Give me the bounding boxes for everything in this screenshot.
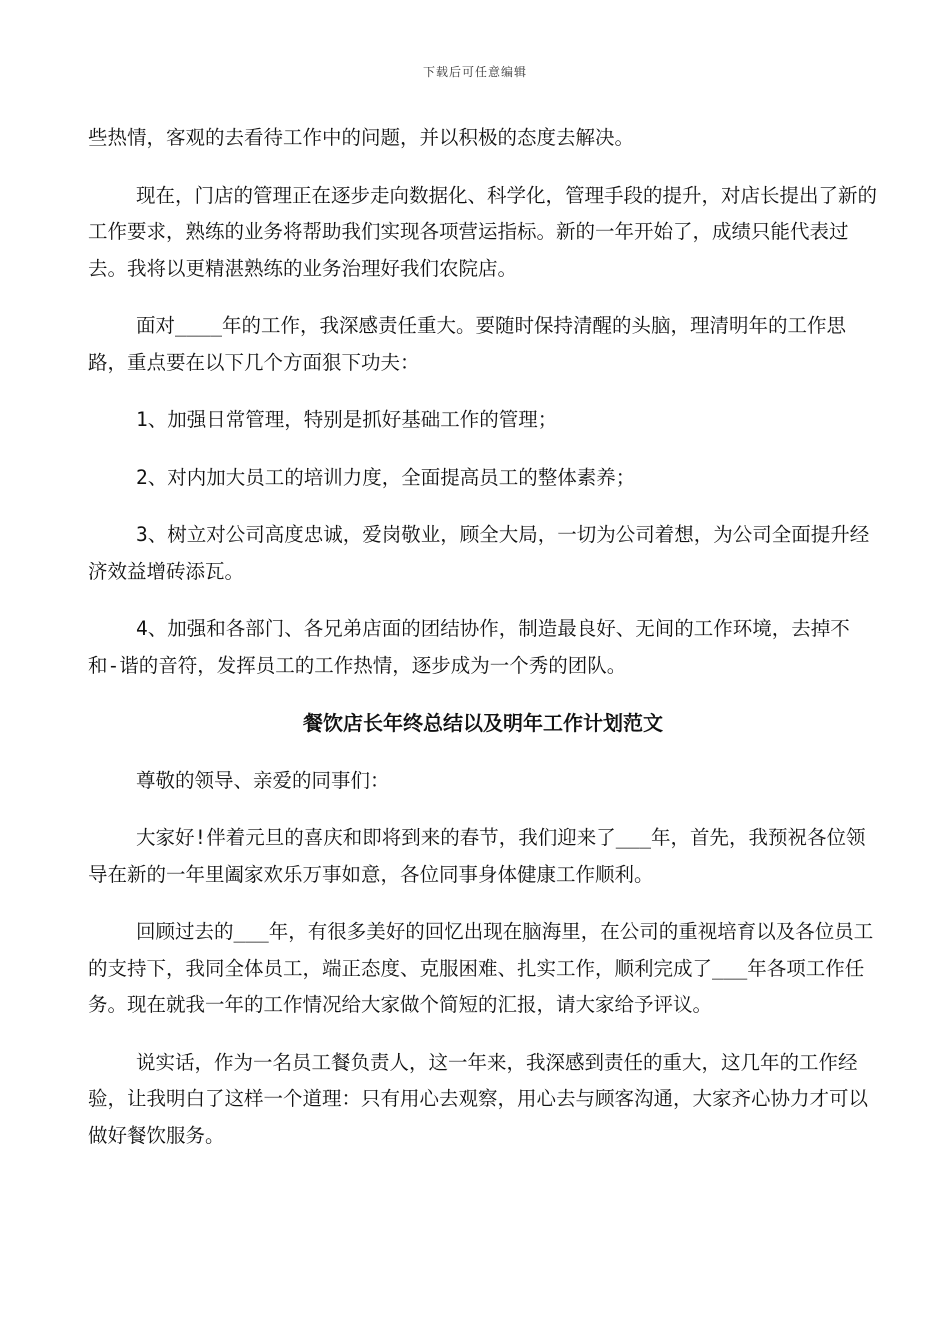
- salutation: 尊敬的领导、亲爱的同事们：: [136, 768, 390, 792]
- paragraph-review: 回顾过去的___年，有很多美好的回忆出现在脑海里，在公司的重视培育以及各位员工的支持下，我同全体员工，端正态度、克服困难、扎实工作，顺利完成了___年各项工作任务。现在就我一年的工作情况给大家做个简短的汇报，请大家给予评议。: [88, 920, 874, 1016]
- section-title: 餐饮店长年终总结以及明年工作计划范文: [303, 711, 663, 735]
- paragraph-greeting: 大家好!伴着元旦的喜庆和即将到来的春节，我们迎来了___年，首先，我预祝各位领导在新的一年里阖家欢乐万事如意，各位同事身体健康工作顺利。: [88, 826, 866, 886]
- paragraph-1: 些热情，客观的去看待工作中的问题，并以积极的态度去解决。: [88, 126, 635, 149]
- page-header: 下载后可任意编辑: [422, 65, 527, 79]
- paragraph-3: 面对____年的工作，我深感责任重大。要随时保持清醒的头脑，理清明年的工作思路，重点要在以下几个方面狠下功夫：: [88, 314, 846, 374]
- paragraph-reflection: 说实话，作为一名员工餐负责人，这一年来，我深感到责任的重大，这几年的工作经验，让我明白了这样一个道理：只有用心去观察，用心去与顾客沟通，大家齐心协力才可以做好餐饮服务。: [88, 1050, 869, 1147]
- document-body: [88, 120, 878, 1175]
- list-item-4: 4、加强和各部门、各兄弟店面的团结协作，制造最良好、无间的工作环境，去掉不和-谐的音符，发挥员工的工作热情，逐步成为一个秀的团队。: [88, 617, 850, 677]
- list-item-2: 2、对内加大员工的培训力度，全面提高员工的整体素养；: [136, 465, 636, 489]
- list-item-1: 1、加强日常管理，特别是抓好基础工作的管理；: [136, 408, 558, 431]
- list-item-3: 3、树立对公司高度忠诚，爱岗敬业，顾全大局，一切为公司着想，为公司全面提升经济效益增砖添瓦。: [88, 523, 870, 583]
- paragraph-2: 现在，门店的管理正在逐步走向数据化、科学化，管理手段的提升，对店长提出了新的工作要求，熟练的业务将帮助我们实现各项营运指标。新的一年开始了，成绩只能代表过去。我将以更精湛熟练的业务治理好我们农院店。: [88, 183, 878, 280]
